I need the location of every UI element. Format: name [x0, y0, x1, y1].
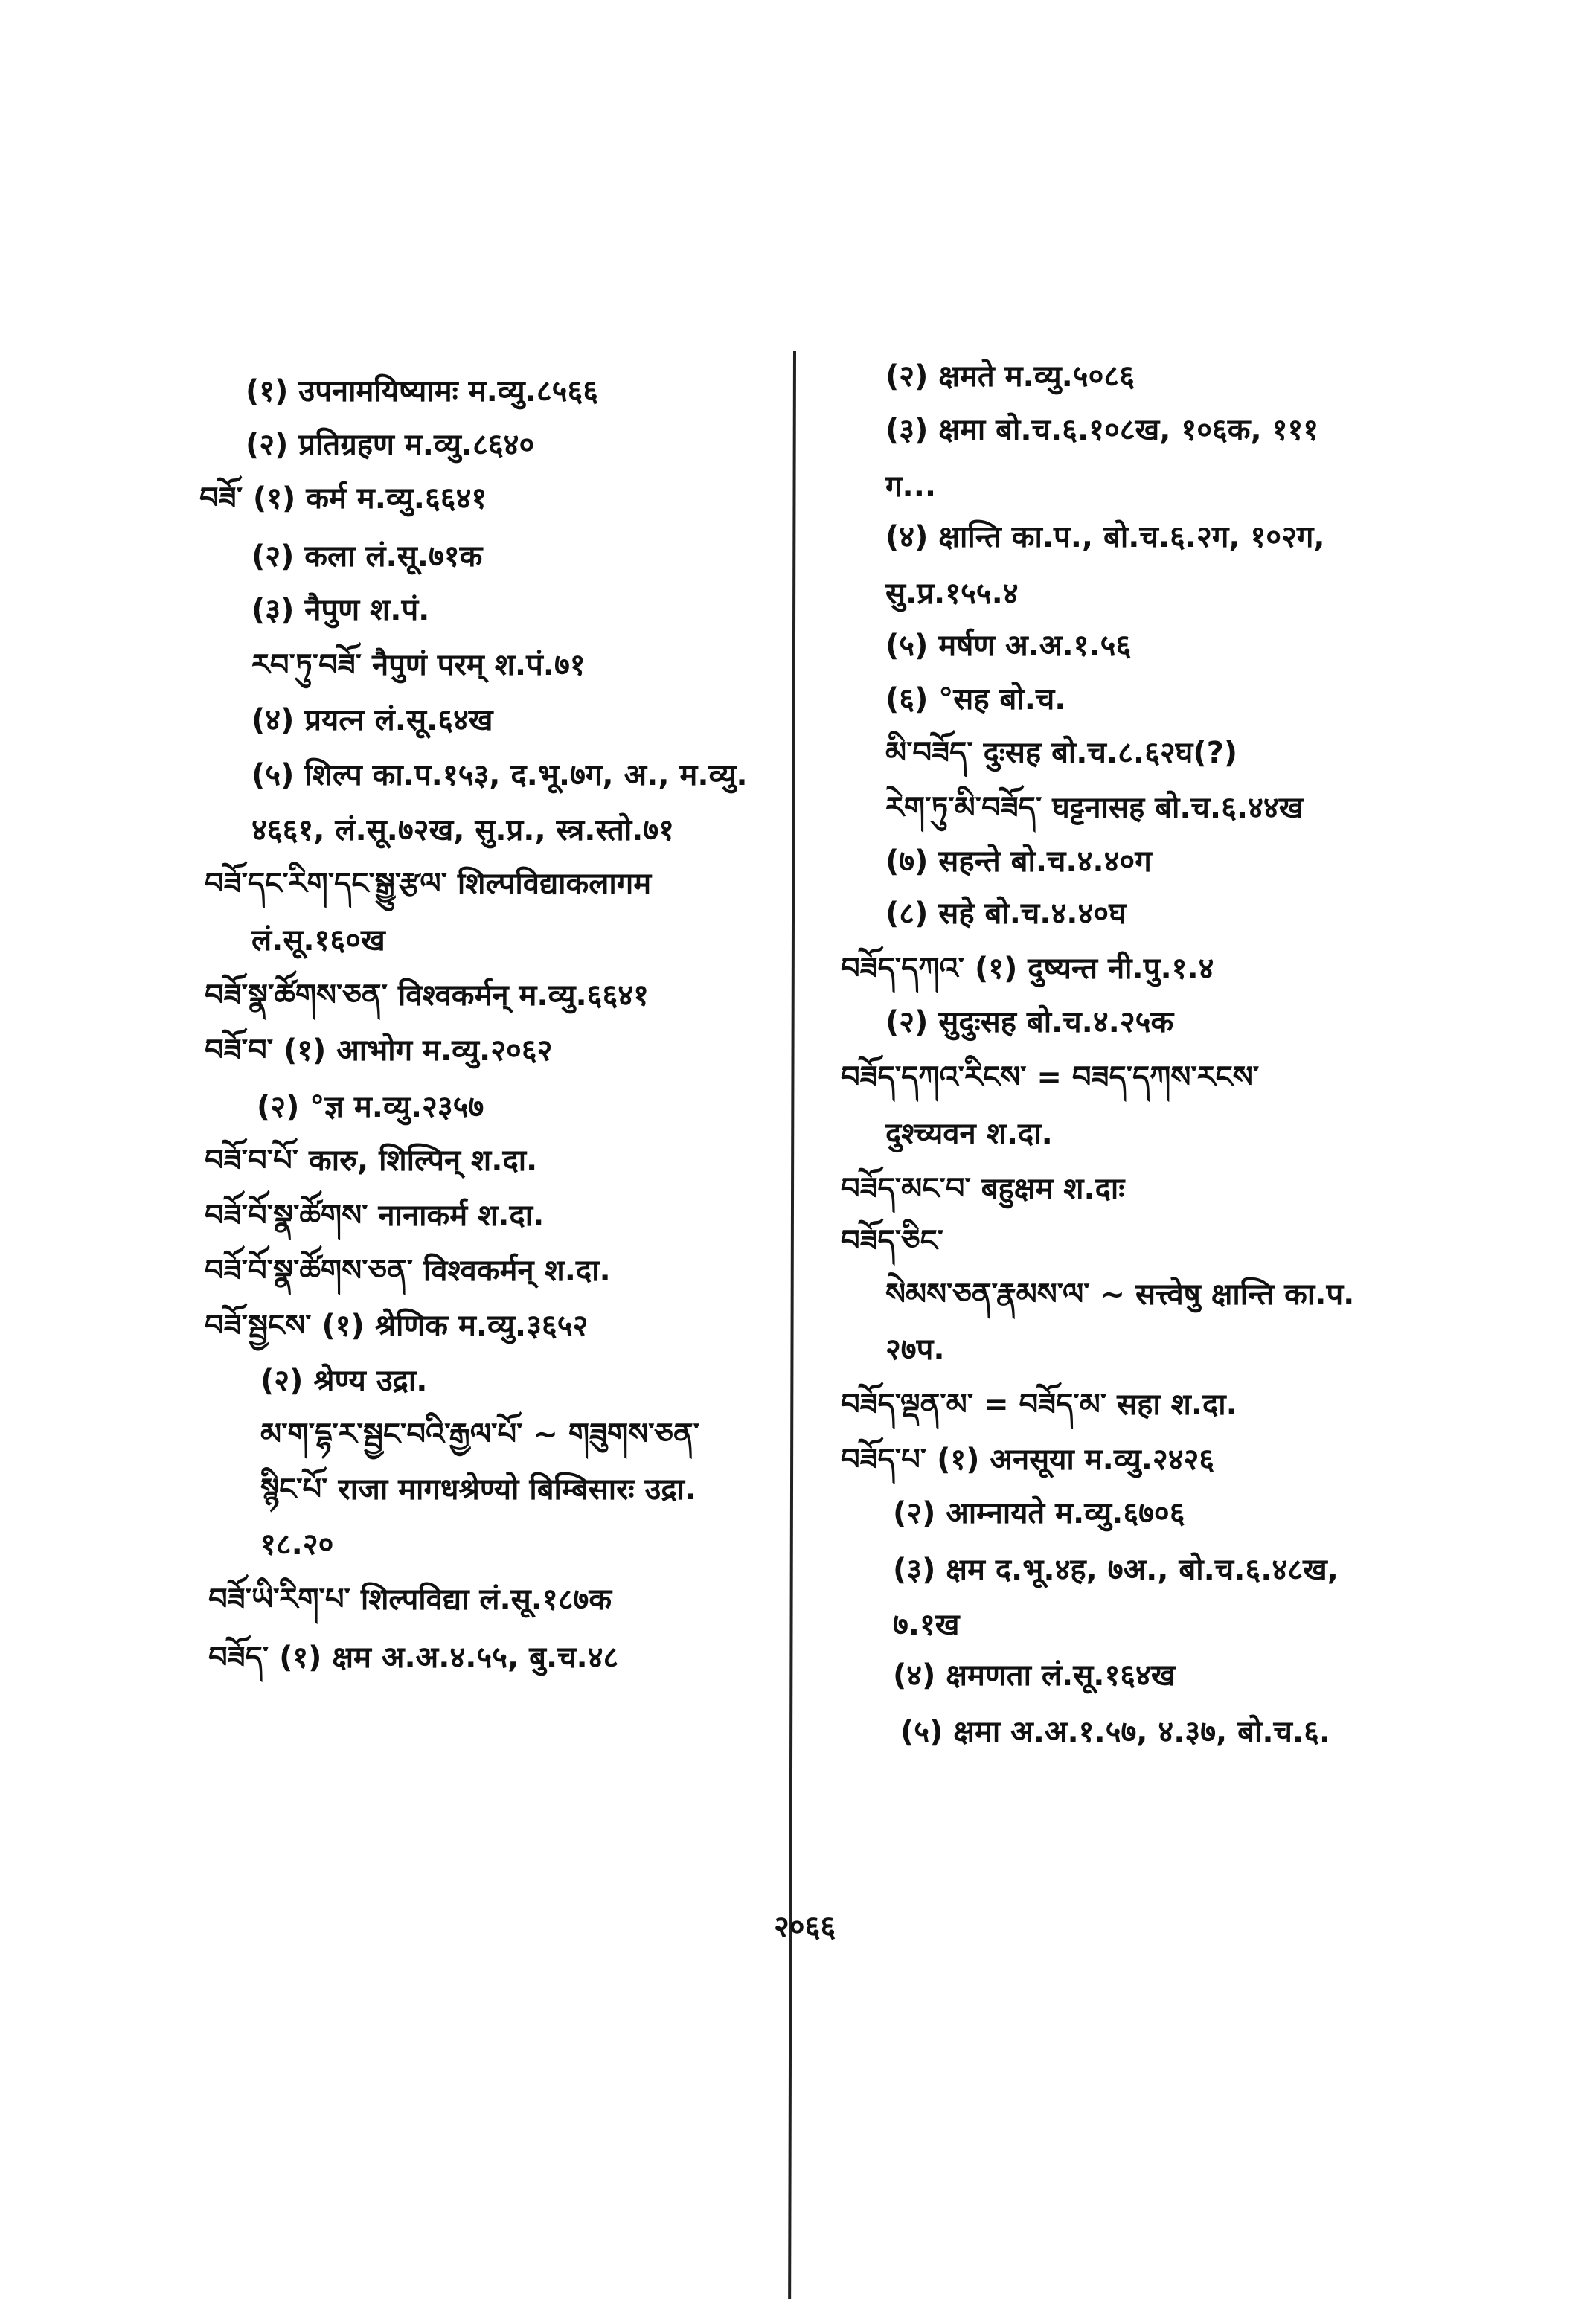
headword-line: བཟོ་བ་ (१) आभोग म.व्यु.२०६२ [205, 1033, 553, 1068]
entry-line: (२) श्रेण्य उद्रा. [260, 1364, 428, 1398]
headword-line: བཟོད་ཅིང་ [841, 1224, 944, 1258]
entry-line: ७.१ख [893, 1608, 960, 1642]
entry-line: (२) क्षमते म.व्यु.५०८६ [885, 359, 1135, 394]
headword-line: བཟོད་དཀའ་ (१) दुष्यन्त नी.पु.१.४ [841, 952, 1214, 986]
entry-line: २७प. [885, 1333, 945, 1367]
entry-line: (४) क्षान्ति का.प., बो.च.६.२ग, १०२ग, [885, 520, 1325, 554]
headword-line: བཟོ་སྦྱངས་ (१) श्रेणिक म.व्यु.३६५२ [205, 1309, 589, 1343]
headword-line: བཟོ་དང་རིག་དང་སྒྱུ་རྩལ་ शिल्पविद्याकलागम [205, 867, 652, 901]
entry-line: མི་བཟོད་ दुःसह बो.च.८.६२घ(?) [885, 736, 1238, 770]
entry-line: (२) सुदुःसह बो.च.४.२५क [885, 1005, 1174, 1039]
page-number: २०६६ [774, 1910, 836, 1944]
headword-line: བཟོ་བ་པོ་ कारु, शिल्पिन् श.दा. [205, 1144, 538, 1178]
entry-line: སེམས་ཅན་རྣམས་ལ་ ~ सत्त्वेषु क्षान्ति का.प. [885, 1277, 1355, 1312]
entry-line: सु.प्र.१५५.४ [885, 577, 1019, 611]
entry-line: लं.सू.१६०ख [251, 923, 385, 958]
entry-line: རབ་ཏུ་བཟོ་ नैपुणं परम् श.पं.७१ [251, 648, 586, 682]
entry-line: दुश्च्यवन श.दा. [885, 1117, 1053, 1151]
entry-line: (३) नैपुण श.पं. [251, 593, 430, 627]
headword-line: བཟོ་བོ་སྣ་ཚོགས་ नानाकर्म श.दा. [205, 1199, 545, 1233]
entry-line: (२) प्रतिग्रहण म.व्यु.८६४० [246, 428, 535, 462]
entry-line: སྙིང་པོ་ राजा मागधश्रेण्यो बिम्बिसारः उद्रा. [260, 1472, 696, 1507]
headword-line: བཟོ་ (१) कर्म म.व्यु.६६४१ [199, 481, 487, 516]
entry-line: ४६६१, लं.सू.७२ख, सु.प्र., स्त्र.स्तो.७१ [251, 813, 674, 847]
entry-line: (७) सहन्ते बो.च.४.४०ग [885, 844, 1152, 879]
entry-line: (५) शिल्प का.प.१५३, द.भू.७ग, अ., म.व्यु. [251, 758, 748, 792]
entry-line: ग... [885, 469, 937, 504]
entry-line: (४) क्षमणता लं.सू.१६४ख [893, 1658, 1176, 1693]
entry-line: (५) मर्षण अ.अ.१.५६ [885, 629, 1132, 663]
entry-line: (६) °सह बो.च. [885, 682, 1066, 716]
entry-line: (५) क्षमा अ.अ.१.५७, ४.३७, बो.च.६. [900, 1715, 1331, 1749]
entry-line: རེག་ཏུ་མི་བཟོད་ घट्टनासह बो.च.६.४४ख [885, 791, 1304, 825]
headword-line: བཟོ་ཡི་རིག་པ་ शिल्पविद्या लं.सू.१८७क [208, 1583, 612, 1617]
entry-line: (१) उपनामयिष्यामः म.व्यु.८५६६ [246, 374, 599, 408]
entry-line: (४) प्रयत्न लं.सू.६४ख [251, 703, 493, 737]
headword-line: བཟོད་པ་ (१) अनसूया म.व्यु.२४२६ [841, 1443, 1215, 1477]
entry-line: (३) क्षमा बो.च.६.१०८ख, १०६क, १११ [885, 413, 1319, 447]
headword-line: བཟོད་མང་བ་ बहुक्षम श.दाः [841, 1172, 1125, 1206]
column-divider [788, 351, 796, 2299]
headword-line: བཟོད་ (१) क्षम अ.अ.४.५५, बु.च.४८ [208, 1641, 619, 1675]
headword-line: བཟོ་བོ་སྣ་ཚོགས་ཅན་ विश्वकर्मन् श.दा. [205, 1254, 611, 1288]
entry-line: (२) आम्नायते म.व्यु.६७०६ [893, 1496, 1185, 1530]
entry-line: १८.२० [260, 1527, 334, 1562]
entry-line: (३) क्षम द.भू.४ह, ७अ., बो.च.६.४८ख, [893, 1553, 1339, 1587]
headword-line: བཟོད་ལྡན་མ་ = བཟོད་མ་ सहा श.दा. [841, 1388, 1237, 1422]
entry-line: (२) कला लं.सू.७१क [251, 539, 483, 574]
entry-line: (२) °ज्ञ म.व्यु.२३५७ [257, 1090, 484, 1124]
headword-line: བཟོད་དཀའ་རིངས་ = བཟད་དཀས་རངས་ [841, 1060, 1260, 1094]
entry-line: མ་ག་དྷ་ར་སྦྱང་བའི་རྒྱལ་པོ་ ~ གཟུགས་ཅན་ [260, 1417, 700, 1452]
entry-line: (८) सहे बो.च.४.४०घ [885, 897, 1127, 931]
headword-line: བཟོ་སྣ་ཚོགས་ཅན་ विश्वकर्मन् म.व्यु.६६४१ [205, 978, 649, 1013]
